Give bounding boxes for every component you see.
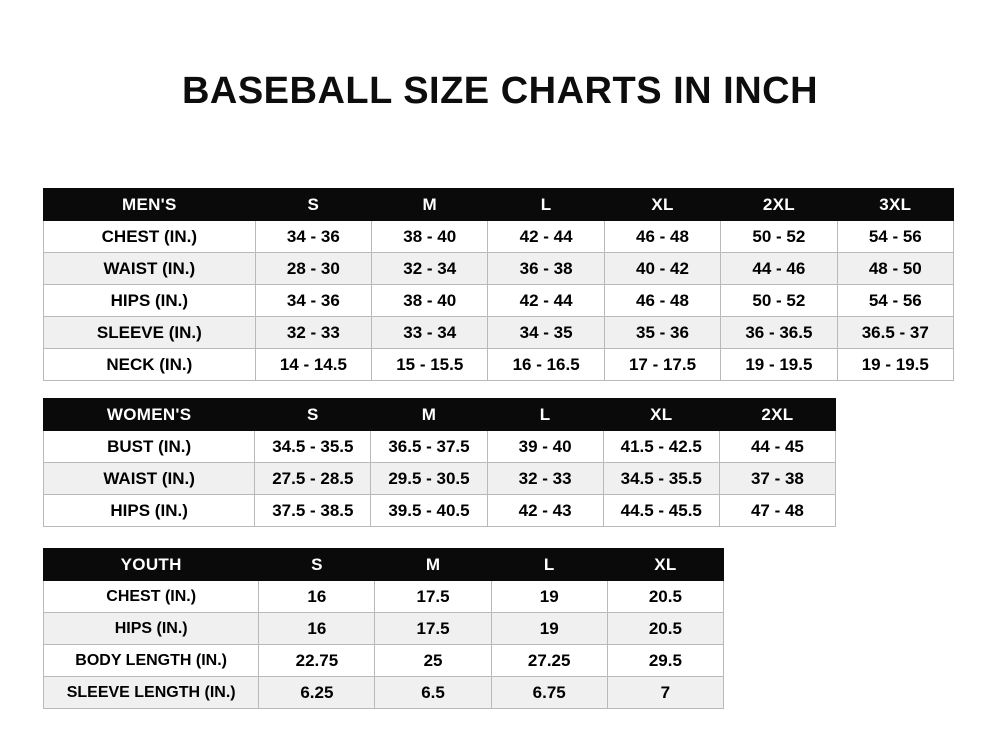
womens-table-container	[43, 398, 836, 527]
cell: 14 - 14.5	[255, 349, 371, 381]
cell: 29.5 - 30.5	[371, 463, 487, 495]
womens-size-table	[43, 398, 836, 527]
cell: 6.5	[375, 677, 491, 709]
mens-header-2xl: 2XL	[721, 189, 837, 221]
mens-table-header	[44, 189, 954, 221]
cell: 34 - 36	[255, 285, 371, 317]
cell: 19	[491, 581, 607, 613]
cell: 6.25	[259, 677, 375, 709]
table-row	[44, 581, 724, 613]
table-row	[44, 677, 724, 709]
youth-header-l: L	[491, 549, 607, 581]
cell: 37 - 38	[719, 463, 835, 495]
cell: 36.5 - 37	[837, 317, 953, 349]
cell: 46 - 48	[604, 285, 720, 317]
cell: 34 - 36	[255, 221, 371, 253]
cell: 17.5	[375, 613, 491, 645]
cell: 39.5 - 40.5	[371, 495, 487, 527]
womens-header-m: M	[371, 399, 487, 431]
cell: 35 - 36	[604, 317, 720, 349]
cell: 39 - 40	[487, 431, 603, 463]
cell: 28 - 30	[255, 253, 371, 285]
cell: 16	[259, 613, 375, 645]
youth-table-body	[44, 581, 724, 709]
cell: 19	[491, 613, 607, 645]
youth-table-container	[43, 548, 724, 709]
cell: 33 - 34	[372, 317, 488, 349]
cell: 34 - 35	[488, 317, 604, 349]
row-label: HIPS (IN.)	[44, 613, 259, 645]
cell: 29.5	[607, 645, 723, 677]
table-row	[44, 317, 954, 349]
cell: 42 - 44	[488, 221, 604, 253]
youth-header-xl: XL	[607, 549, 723, 581]
table-header-row	[44, 189, 954, 221]
mens-header-category: MEN'S	[44, 189, 256, 221]
cell: 32 - 34	[372, 253, 488, 285]
row-label: WAIST (IN.)	[44, 463, 255, 495]
cell: 36.5 - 37.5	[371, 431, 487, 463]
cell: 17.5	[375, 581, 491, 613]
cell: 40 - 42	[604, 253, 720, 285]
cell: 19 - 19.5	[721, 349, 837, 381]
table-header-row	[44, 549, 724, 581]
mens-header-xl: XL	[604, 189, 720, 221]
mens-header-l: L	[488, 189, 604, 221]
cell: 16	[259, 581, 375, 613]
mens-table-container	[43, 188, 954, 381]
table-row	[44, 253, 954, 285]
row-label: BODY LENGTH (IN.)	[44, 645, 259, 677]
table-row	[44, 495, 836, 527]
youth-header-category: YOUTH	[44, 549, 259, 581]
cell: 37.5 - 38.5	[255, 495, 371, 527]
womens-header-category: WOMEN'S	[44, 399, 255, 431]
cell: 46 - 48	[604, 221, 720, 253]
cell: 27.25	[491, 645, 607, 677]
cell: 34.5 - 35.5	[255, 431, 371, 463]
cell: 47 - 48	[719, 495, 835, 527]
cell: 19 - 19.5	[837, 349, 953, 381]
row-label: HIPS (IN.)	[44, 285, 256, 317]
cell: 22.75	[259, 645, 375, 677]
cell: 50 - 52	[721, 285, 837, 317]
cell: 32 - 33	[255, 317, 371, 349]
cell: 38 - 40	[372, 221, 488, 253]
row-label: HIPS (IN.)	[44, 495, 255, 527]
cell: 44.5 - 45.5	[603, 495, 719, 527]
table-row	[44, 221, 954, 253]
cell: 7	[607, 677, 723, 709]
cell: 27.5 - 28.5	[255, 463, 371, 495]
table-row	[44, 463, 836, 495]
table-row	[44, 285, 954, 317]
cell: 54 - 56	[837, 285, 953, 317]
cell: 25	[375, 645, 491, 677]
row-label: BUST (IN.)	[44, 431, 255, 463]
cell: 36 - 36.5	[721, 317, 837, 349]
youth-header-s: S	[259, 549, 375, 581]
row-label: NECK (IN.)	[44, 349, 256, 381]
row-label: CHEST (IN.)	[44, 581, 259, 613]
cell: 50 - 52	[721, 221, 837, 253]
cell: 54 - 56	[837, 221, 953, 253]
mens-size-table	[43, 188, 954, 381]
cell: 44 - 46	[721, 253, 837, 285]
table-row	[44, 431, 836, 463]
mens-header-m: M	[372, 189, 488, 221]
page-title: BASEBALL SIZE CHARTS IN INCH	[181, 70, 819, 112]
row-label: SLEEVE LENGTH (IN.)	[44, 677, 259, 709]
cell: 17 - 17.5	[604, 349, 720, 381]
cell: 6.75	[491, 677, 607, 709]
womens-header-xl: XL	[603, 399, 719, 431]
mens-header-3xl: 3XL	[837, 189, 953, 221]
cell: 38 - 40	[372, 285, 488, 317]
cell: 48 - 50	[837, 253, 953, 285]
row-label: CHEST (IN.)	[44, 221, 256, 253]
youth-size-table	[43, 548, 724, 709]
mens-table-body	[44, 221, 954, 381]
womens-header-2xl: 2XL	[719, 399, 835, 431]
table-header-row	[44, 399, 836, 431]
womens-table-body	[44, 431, 836, 527]
row-label: SLEEVE (IN.)	[44, 317, 256, 349]
cell: 42 - 44	[488, 285, 604, 317]
womens-header-s: S	[255, 399, 371, 431]
cell: 20.5	[607, 613, 723, 645]
cell: 44 - 45	[719, 431, 835, 463]
cell: 36 - 38	[488, 253, 604, 285]
table-row	[44, 349, 954, 381]
cell: 16 - 16.5	[488, 349, 604, 381]
cell: 41.5 - 42.5	[603, 431, 719, 463]
cell: 20.5	[607, 581, 723, 613]
womens-table-header	[44, 399, 836, 431]
womens-header-l: L	[487, 399, 603, 431]
youth-table-header	[44, 549, 724, 581]
cell: 32 - 33	[487, 463, 603, 495]
table-row	[44, 613, 724, 645]
cell: 34.5 - 35.5	[603, 463, 719, 495]
row-label: WAIST (IN.)	[44, 253, 256, 285]
table-row	[44, 645, 724, 677]
cell: 42 - 43	[487, 495, 603, 527]
mens-header-s: S	[255, 189, 371, 221]
youth-header-m: M	[375, 549, 491, 581]
cell: 15 - 15.5	[372, 349, 488, 381]
